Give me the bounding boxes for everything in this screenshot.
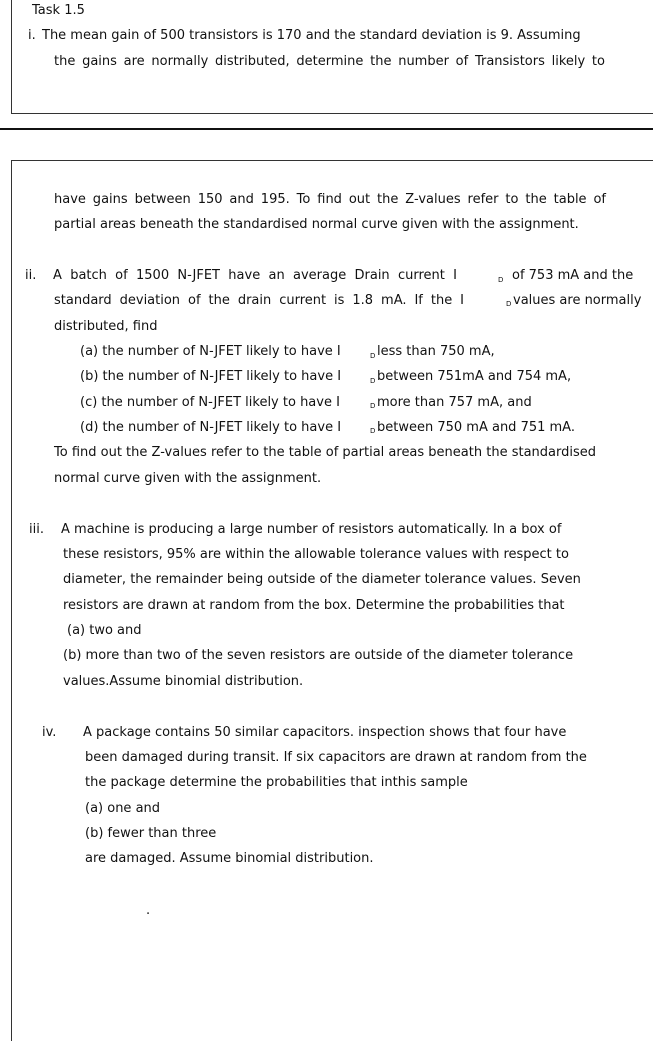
q4-line-1: A package contains 50 similar capacitors. inspection shows that four have	[83, 725, 567, 740]
q2-item-d: (d) the number of N-JFET likely to have I	[80, 420, 342, 435]
q3-line-5: (a) two and	[67, 623, 142, 638]
q2-number: ii.	[25, 268, 37, 283]
q4-line-5: (b) fewer than three	[85, 826, 217, 841]
q2-item-b: (b) the number of N-JFET likely to have I	[80, 369, 342, 384]
q1-line-2: the gains are normally distributed, determine the number of Transistors likely to	[54, 54, 605, 69]
q3-line-1: A machine is producing a large number of resistors automatically. In a box of	[61, 522, 562, 537]
q2-item-c-tail: more than 757 mA, and	[377, 395, 532, 410]
q4-line-4: (a) one and	[85, 801, 161, 816]
q2-item-c-subscript: D	[370, 402, 376, 410]
task-title: Task 1.5	[32, 3, 85, 18]
q2-line-1: A batch of 1500 N-JFET have an average Drain current I	[53, 268, 457, 283]
q2-line-2-subscript: D	[506, 300, 512, 308]
q2-line-3: distributed, find	[54, 319, 158, 334]
q2-footer-1: To find out the Z-values refer to the table of partial areas beneath the standardised	[54, 445, 596, 460]
q2-item-a: (a) the number of N-JFET likely to have I	[80, 344, 341, 359]
q2-line-2: standard deviation of the drain current is 1.8 mA. If the I	[54, 293, 464, 308]
q4-number: iv.	[42, 725, 57, 740]
q4-line-2: been damaged during transit. If six capacitors are drawn at random from the	[85, 750, 587, 765]
q3-line-2: these resistors, 95% are within the allowable tolerance values with respect to	[63, 547, 569, 562]
q2-item-b-tail: between 751mA and 754 mA,	[377, 369, 572, 384]
q4-line-3: the package determine the probabilities that inthis sample	[85, 775, 468, 790]
page-separator	[0, 128, 653, 130]
q2-footer-2: normal curve given with the assignment.	[54, 471, 322, 486]
q2-item-a-subscript: D	[370, 352, 376, 360]
q2-line-2-tail: values are normally	[513, 293, 642, 308]
q2-item-a-tail: less than 750 mA,	[377, 344, 495, 359]
q2-item-c: (c) the number of N-JFET likely to have I	[80, 395, 340, 410]
q2-line-1-tail: of 753 mA and the	[512, 268, 634, 283]
q3-number: iii.	[29, 522, 44, 537]
q1-line-3: have gains between 150 and 195. To find out the Z-values refer to the table of	[54, 192, 606, 207]
q3-line-4: resistors are drawn at random from the box. Determine the probabilities that	[63, 598, 565, 613]
q3-line-6: (b) more than two of the seven resistors are outside of the diameter tolerance	[63, 648, 574, 663]
q4-line-6: are damaged. Assume binomial distribution.	[85, 851, 374, 866]
q2-line-1-subscript: D	[498, 276, 504, 284]
q1-line-4: partial areas beneath the standardised normal curve given with the assignment.	[54, 217, 579, 232]
stray-period: .	[146, 903, 151, 918]
q2-item-d-subscript: D	[370, 427, 376, 435]
q1-number: i.	[28, 28, 36, 43]
q3-line-3: diameter, the remainder being outside of the diameter tolerance values. Seven	[63, 572, 581, 587]
q2-item-d-tail: between 750 mA and 751 mA.	[377, 420, 575, 435]
q2-item-b-subscript: D	[370, 377, 376, 385]
q3-line-7: values.Assume binomial distribution.	[63, 674, 304, 689]
q1-line-1: The mean gain of 500 transistors is 170 and the standard deviation is 9. Assuming	[42, 28, 581, 43]
